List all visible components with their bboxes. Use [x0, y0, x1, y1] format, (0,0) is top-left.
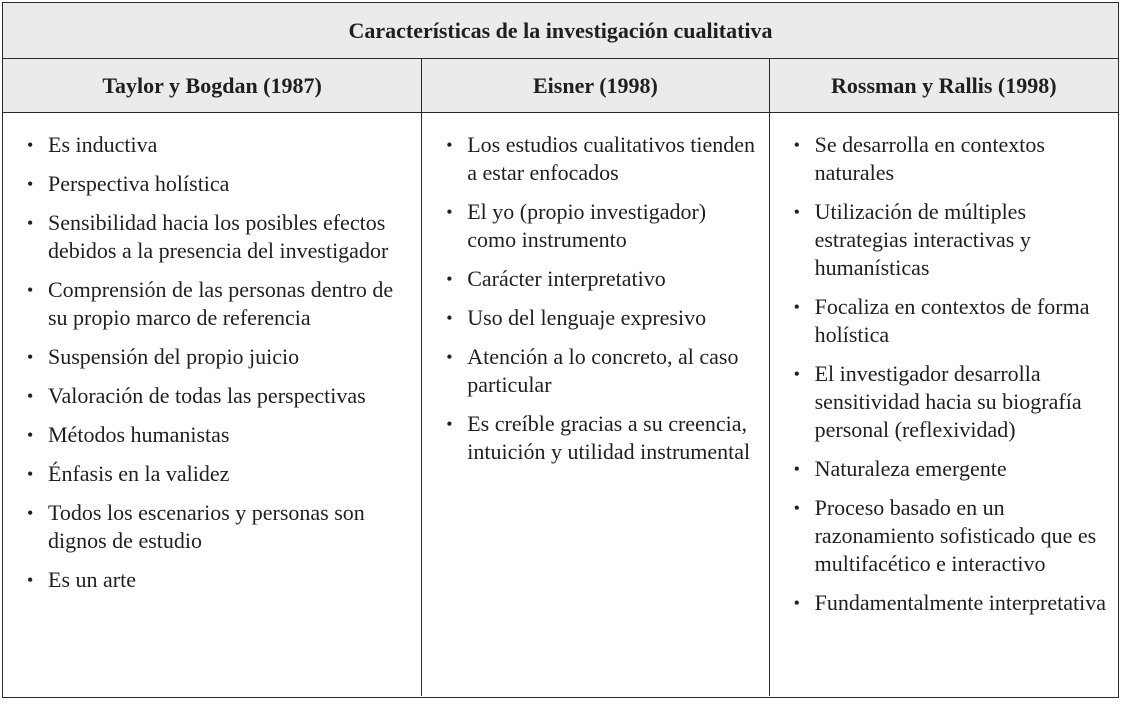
column-rossman-rallis	[770, 113, 1118, 696]
header-taylor-bogdan: Taylor y Bogdan (1987)	[3, 59, 422, 112]
header-row	[3, 59, 1118, 113]
list-item: • Énfasis en la validez	[25, 460, 411, 488]
list-item: • Focaliza en contextos de forma holística	[792, 293, 1108, 349]
list-item: • Perspectiva holística	[25, 170, 411, 198]
list-item: • Sensibilidad hacia los posibles efectos debidos a la presencia del investigador	[25, 209, 411, 265]
list-rossman-rallis	[792, 131, 1108, 617]
list-item: • Naturaleza emergente	[792, 455, 1108, 483]
column-eisner	[422, 113, 769, 696]
list-item: • El investigador desarrolla sensitividad hacia su biografía personal (reflexividad)	[792, 360, 1108, 444]
list-item: • El yo (propio investigador) como instrumento	[444, 198, 758, 254]
list-item: • Carácter interpretativo	[444, 265, 758, 293]
table-title-text: Características de la investigación cualitativa	[348, 17, 773, 43]
list-item: • Utilización de múltiples estrategias interactivas y humanísticas	[792, 198, 1108, 282]
list-eisner	[444, 131, 758, 466]
list-item: • Es un arte	[25, 566, 411, 594]
column-taylor-bogdan	[3, 113, 422, 696]
list-item: • Métodos humanistas	[25, 421, 411, 449]
list-item: • Todos los escenarios y personas son dignos de estudio	[25, 499, 411, 555]
header-eisner: Eisner (1998)	[422, 59, 769, 112]
list-item: • Uso del lenguaje expresivo	[444, 304, 758, 332]
list-item: • Valoración de todas las perspectivas	[25, 382, 411, 410]
body-row	[3, 113, 1118, 696]
list-item: • Comprensión de las personas dentro de su propio marco de referencia	[25, 276, 411, 332]
list-item: • Se desarrolla en contextos naturales	[792, 131, 1108, 187]
list-item: • Atención a lo concreto, al caso particular	[444, 343, 758, 399]
table-title	[3, 3, 1118, 59]
list-item: • Proceso basado en un razonamiento sofisticado que es multifacético e interactivo	[792, 494, 1108, 578]
list-item: • Fundamentalmente interpretativa	[792, 589, 1108, 617]
list-taylor-bogdan	[25, 131, 411, 594]
list-item: • Es creíble gracias a su creencia, intuición y utilidad instrumental	[444, 410, 758, 466]
qualitative-research-table	[2, 2, 1119, 698]
list-item: • Es inductiva	[25, 131, 411, 159]
list-item: • Suspensión del propio juicio	[25, 343, 411, 371]
list-item: • Los estudios cualitativos tienden a estar enfocados	[444, 131, 758, 187]
header-rossman-rallis: Rossman y Rallis (1998)	[831, 72, 1057, 98]
